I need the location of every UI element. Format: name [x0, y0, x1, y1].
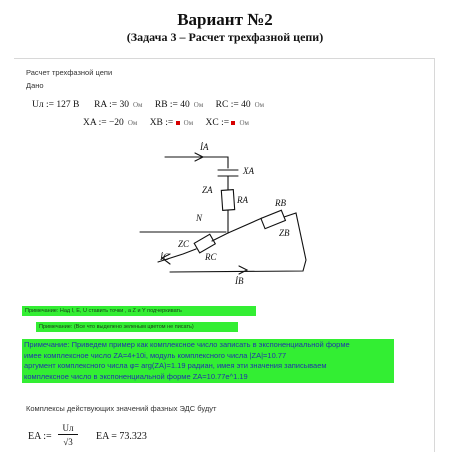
param-xc: XC :=: [205, 118, 232, 128]
note-line: комплексное число в экспоненциальной форме ZA=10.77e^1.19: [24, 371, 248, 381]
label-za: ZA: [202, 185, 213, 195]
note-line: аргумент комплексного числа φ= arg(ZA)=1.19 радиан, имея эти значения записываем: [24, 361, 327, 371]
note-line: Примечание: Приведем пример как комплексное число записать в экспоненциальной форме: [24, 340, 350, 349]
param-rc: RC := 40: [215, 100, 251, 110]
wire-c1: [212, 233, 228, 241]
emf-description: Комплексы действующих значений фазных ЭДС будут: [26, 404, 217, 413]
label-ic: İC: [160, 252, 169, 262]
label-rb: RB: [275, 198, 286, 208]
note-dots-underline: Примечание: Над I, E, U ставить точки , а Z и Y подчеркивать: [22, 306, 256, 316]
label-zc: ZC: [178, 239, 190, 249]
unit-label: Ом: [127, 119, 138, 127]
unit-label: Ом: [254, 101, 265, 109]
section-heading: Расчет трехфазной цепи: [26, 68, 113, 77]
resistor-rc: [194, 234, 215, 253]
label-rc: RC: [205, 252, 217, 262]
page-subtitle: (Задача 3 – Расчет трехфазной цепи): [126, 30, 324, 44]
wire-a-in: [165, 157, 228, 168]
wire-b1: [228, 218, 262, 233]
arrow-ib: [239, 266, 247, 274]
note-line: имее комплексное число ZA=4+10i, модуль комплексного числа |ZA|=10.77: [24, 350, 287, 360]
formula-denominator: √3: [63, 437, 73, 447]
wire-b2: [170, 213, 306, 272]
param-xb: XB :=: [149, 118, 176, 128]
label-ia: İA: [200, 142, 209, 152]
label-xa: XA: [243, 166, 254, 176]
unit-label: Ом: [239, 119, 249, 127]
param-ra: RA := 30: [94, 100, 129, 110]
unit-label: Ом: [193, 101, 204, 109]
formula-result: EA = 73.323: [96, 431, 147, 442]
formula-lhs: EA :=: [28, 431, 52, 442]
fraction-bar: [58, 434, 78, 435]
note-exponential-example: [22, 339, 394, 383]
label-zb: ZB: [279, 228, 290, 238]
capacitor-xa: [218, 170, 238, 176]
page-title: Вариант №2: [177, 10, 273, 29]
resistor-ra: [221, 190, 234, 211]
given-label: Дано: [26, 81, 44, 90]
param-ul: Uл := 127 В: [32, 100, 80, 110]
label-n: N: [196, 213, 203, 223]
note-green-not-written: Примечание: (Все что выделено зеленым цветом не писать): [36, 322, 238, 332]
resistor-rb: [261, 210, 286, 228]
unit-label: Ом: [183, 119, 194, 127]
param-xa: XA := −20: [83, 118, 124, 128]
label-ib: İB: [235, 276, 244, 286]
label-ra: RA: [237, 195, 248, 205]
unit-label: Ом: [132, 101, 143, 109]
param-rb: RB := 40: [154, 100, 190, 110]
formula-numerator: Uл: [62, 423, 74, 433]
